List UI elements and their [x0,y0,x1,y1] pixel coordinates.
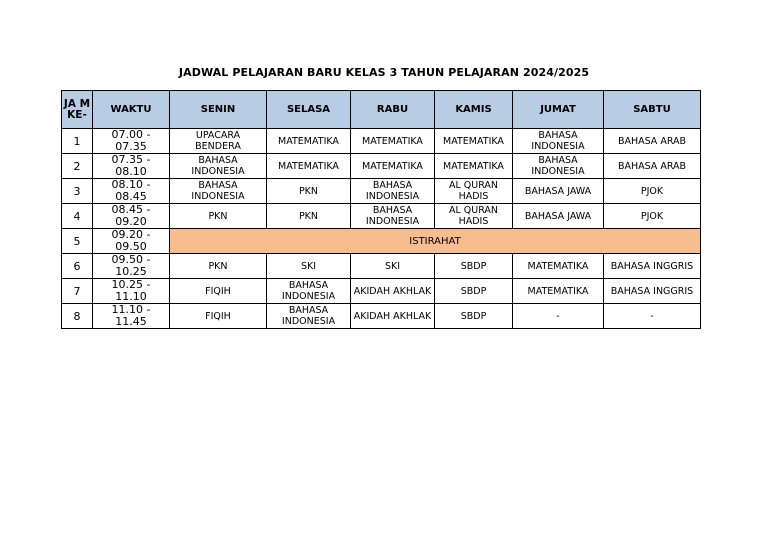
period-time: 07.35 - 08.10 [93,154,170,179]
cell-sabtu: PJOK [604,204,701,229]
table-row [62,179,701,204]
header-sabtu: SABTU [604,91,701,129]
cell-senin: FIQIH [170,279,267,304]
cell-kamis: MATEMATIKA [435,129,513,154]
period-time: 08.45 - 09.20 [93,204,170,229]
header-waktu: WAKTU [93,91,170,129]
cell-senin: PKN [170,204,267,229]
period-time: 09.20 - 09.50 [93,229,170,254]
period-number: 8 [62,304,93,329]
cell-kamis: SBDP [435,254,513,279]
cell-selasa: BAHASA INDONESIA [267,279,351,304]
header-jumat: JUMAT [513,91,604,129]
cell-selasa: SKI [267,254,351,279]
cell-jumat: MATEMATIKA [513,254,604,279]
period-number: 5 [62,229,93,254]
cell-selasa: PKN [267,204,351,229]
cell-senin: UPACARA BENDERA [170,129,267,154]
period-number: 4 [62,204,93,229]
period-time: 08.10 - 08.45 [93,179,170,204]
cell-kamis: SBDP [435,304,513,329]
table-row [62,279,701,304]
header-kamis: KAMIS [435,91,513,129]
cell-jumat: BAHASA JAWA [513,204,604,229]
cell-senin: BAHASA INDONESIA [170,154,267,179]
table-row-break [62,229,701,254]
header-senin: SENIN [170,91,267,129]
period-time: 11.10 - 11.45 [93,304,170,329]
cell-rabu: BAHASA INDONESIA [351,179,435,204]
period-number: 3 [62,179,93,204]
cell-rabu: MATEMATIKA [351,129,435,154]
cell-jumat: - [513,304,604,329]
header-row [62,91,701,129]
cell-sabtu: BAHASA ARAB [604,154,701,179]
period-time: 09.50 - 10.25 [93,254,170,279]
cell-sabtu: PJOK [604,179,701,204]
cell-sabtu: BAHASA INGGRIS [604,279,701,304]
period-number: 2 [62,154,93,179]
cell-rabu: BAHASA INDONESIA [351,204,435,229]
period-time: 10.25 - 11.10 [93,279,170,304]
header-rabu: RABU [351,91,435,129]
cell-senin: BAHASA INDONESIA [170,179,267,204]
cell-jumat: BAHASA INDONESIA [513,129,604,154]
cell-selasa: MATEMATIKA [267,154,351,179]
cell-selasa: BAHASA INDONESIA [267,304,351,329]
table-row [62,254,701,279]
cell-rabu: MATEMATIKA [351,154,435,179]
cell-sabtu: - [604,304,701,329]
header-jam-ke: JA M KE- [62,91,93,129]
cell-senin: FIQIH [170,304,267,329]
table-row [62,154,701,179]
table-row [62,304,701,329]
table-row [62,129,701,154]
cell-kamis: SBDP [435,279,513,304]
table-header [62,91,701,129]
cell-selasa: MATEMATIKA [267,129,351,154]
schedule-table [61,90,701,329]
period-time: 07.00 - 07.35 [93,129,170,154]
cell-rabu: AKIDAH AKHLAK [351,304,435,329]
cell-rabu: AKIDAH AKHLAK [351,279,435,304]
cell-jumat: MATEMATIKA [513,279,604,304]
header-selasa: SELASA [267,91,351,129]
cell-jumat: BAHASA INDONESIA [513,154,604,179]
cell-senin: PKN [170,254,267,279]
page-title: JADWAL PELAJARAN BARU KELAS 3 TAHUN PELAJARAN 2024/2025 [178,66,590,79]
period-number: 6 [62,254,93,279]
table-row [62,204,701,229]
cell-kamis: AL QURAN HADIS [435,179,513,204]
cell-kamis: MATEMATIKA [435,154,513,179]
cell-jumat: BAHASA JAWA [513,179,604,204]
break-cell: ISTIRAHAT [170,229,701,254]
period-number: 7 [62,279,93,304]
cell-kamis: AL QURAN HADIS [435,204,513,229]
cell-selasa: PKN [267,179,351,204]
table-body [62,129,701,329]
period-number: 1 [62,129,93,154]
cell-rabu: SKI [351,254,435,279]
cell-sabtu: BAHASA INGGRIS [604,254,701,279]
cell-sabtu: BAHASA ARAB [604,129,701,154]
